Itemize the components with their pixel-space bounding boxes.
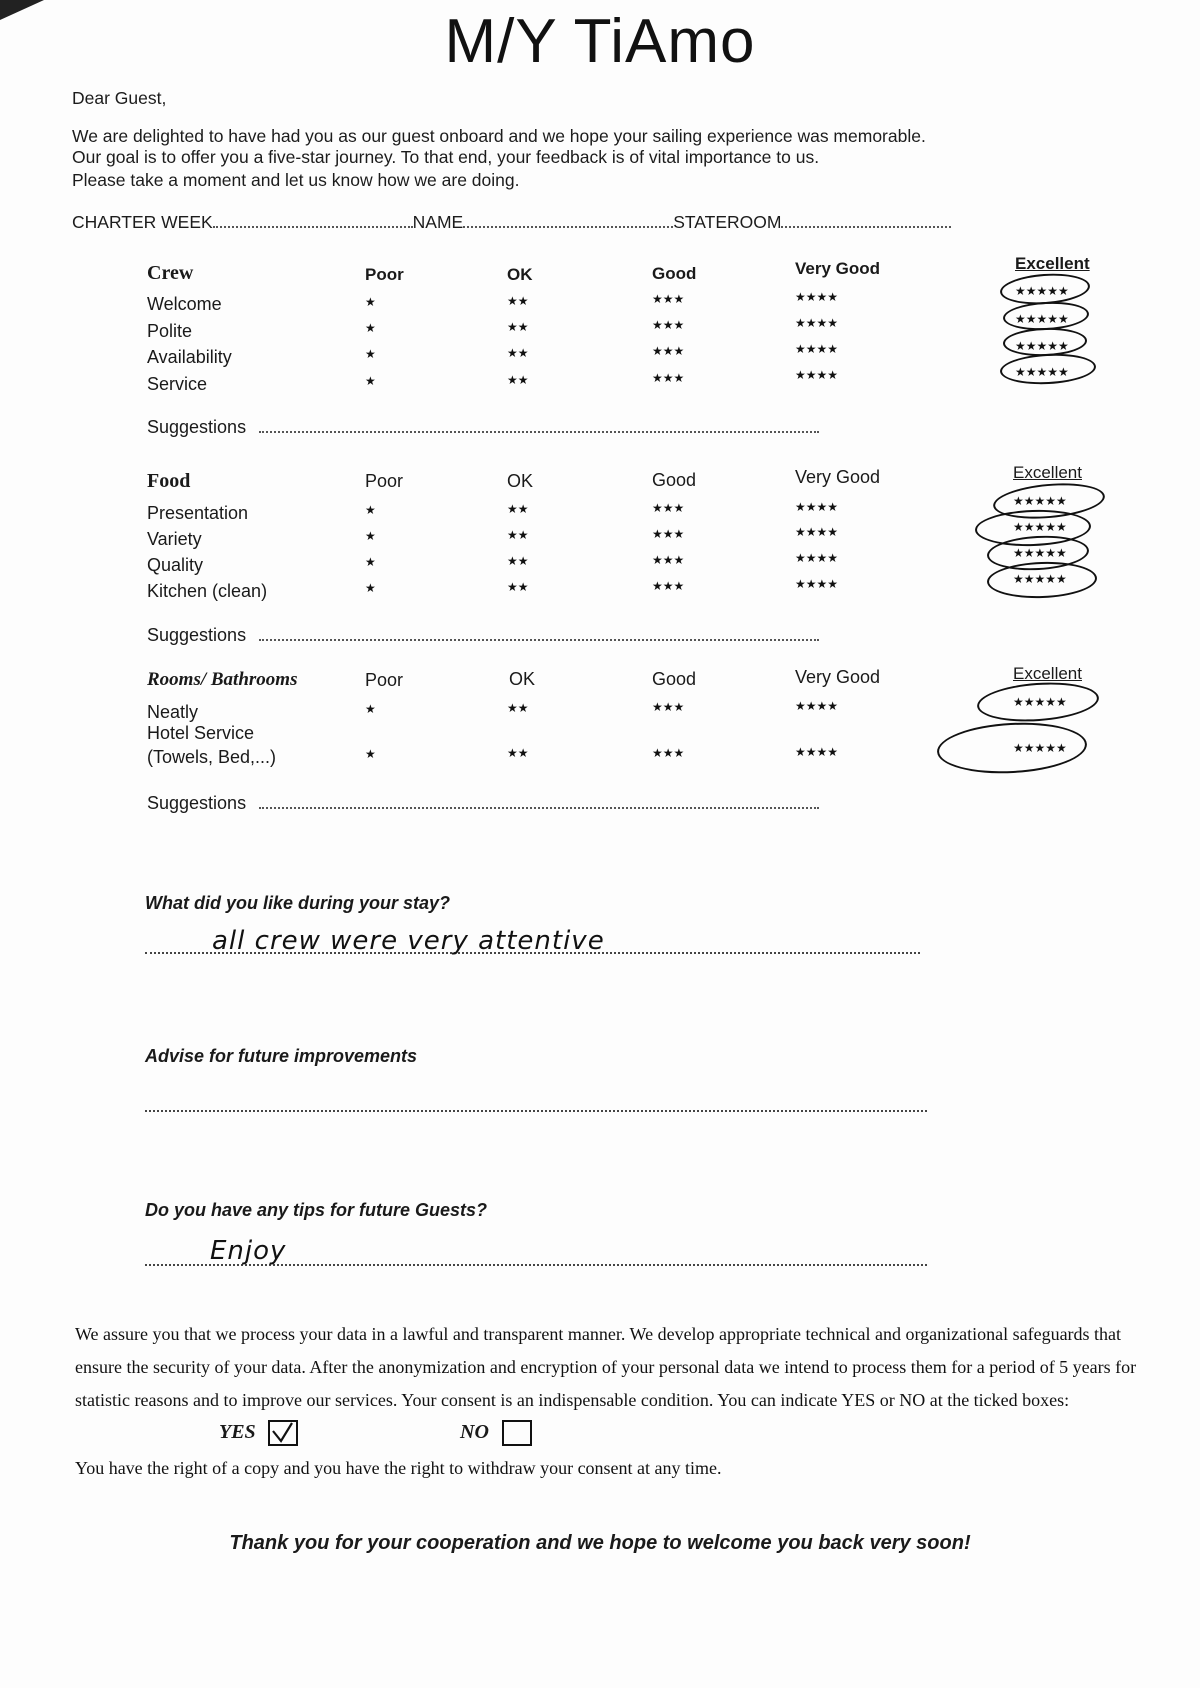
- star-poor[interactable]: ★: [365, 347, 376, 361]
- selection-ring: [936, 719, 1088, 777]
- star-good[interactable]: ★★★: [652, 292, 685, 306]
- suggestions-blank[interactable]: [259, 639, 819, 641]
- name-label: NAME: [412, 212, 464, 232]
- greeting: Dear Guest,: [72, 88, 167, 108]
- star-ok[interactable]: ★★: [507, 554, 529, 568]
- col-poor: Poor: [365, 471, 404, 491]
- star-poor[interactable]: ★: [365, 555, 376, 569]
- suggestions-rooms[interactable]: [147, 793, 819, 814]
- star-ok[interactable]: ★★: [507, 502, 529, 516]
- col-poor: Poor: [365, 265, 404, 284]
- star-very-good[interactable]: ★★★★: [795, 342, 839, 356]
- star-ok[interactable]: ★★: [507, 746, 529, 760]
- row-polite-label: Polite: [147, 321, 193, 341]
- star-good[interactable]: ★★★: [652, 579, 685, 593]
- star-very-good[interactable]: ★★★★: [795, 577, 839, 591]
- section-crew: [145, 254, 1115, 442]
- yes-label: YES: [219, 1421, 256, 1443]
- star-poor[interactable]: ★: [365, 702, 376, 716]
- star-excellent[interactable]: ★★★★★: [1015, 284, 1069, 298]
- star-excellent[interactable]: ★★★★★: [1013, 695, 1067, 709]
- col-good: Good: [652, 264, 697, 283]
- row-presentation-label: Presentation: [147, 503, 249, 523]
- star-good[interactable]: ★★★: [652, 501, 685, 515]
- suggestions-blank[interactable]: [259, 431, 819, 433]
- col-ok: OK: [507, 471, 534, 491]
- star-poor[interactable]: ★: [365, 581, 376, 595]
- star-poor[interactable]: ★: [365, 295, 376, 309]
- star-excellent[interactable]: ★★★★★: [1013, 546, 1067, 560]
- row-welcome-label: Welcome: [147, 294, 222, 314]
- star-very-good[interactable]: ★★★★: [795, 316, 839, 330]
- section-rooms: [145, 664, 1115, 819]
- suggestions-label: Suggestions: [147, 625, 247, 645]
- section-title: Crew: [147, 262, 194, 284]
- col-ok: OK: [507, 265, 533, 284]
- col-excellent: Excellent: [1013, 664, 1082, 683]
- col-excellent: Excellent: [1015, 254, 1090, 273]
- star-very-good[interactable]: ★★★★: [795, 551, 839, 565]
- star-very-good[interactable]: ★★★★: [795, 368, 839, 382]
- star-ok[interactable]: ★★: [507, 294, 529, 308]
- row-neatly-label: Neatly: [147, 702, 199, 722]
- yes-checkbox[interactable]: [268, 1420, 298, 1446]
- intro-line-2: Our goal is to offer you a five-star journey. To that end, your feedback is of vital importance to us.: [72, 147, 820, 167]
- check-mark-icon: [270, 1422, 296, 1444]
- star-excellent[interactable]: ★★★★★: [1013, 494, 1067, 508]
- no-checkbox[interactable]: [502, 1420, 532, 1446]
- star-good[interactable]: ★★★: [652, 527, 685, 541]
- star-very-good[interactable]: ★★★★: [795, 525, 839, 539]
- star-ok[interactable]: ★★: [507, 346, 529, 360]
- question-tips-answer: Enjoy: [210, 1236, 287, 1266]
- star-very-good[interactable]: ★★★★: [795, 500, 839, 514]
- stateroom-blank[interactable]: [781, 226, 951, 228]
- question-improvements-label: Advise for future improvements: [145, 1046, 418, 1066]
- star-very-good[interactable]: ★★★★: [795, 745, 839, 759]
- star-poor[interactable]: ★: [365, 747, 376, 761]
- star-very-good[interactable]: ★★★★: [795, 699, 839, 713]
- suggestions-label: Suggestions: [147, 417, 247, 437]
- star-excellent[interactable]: ★★★★★: [1015, 312, 1069, 326]
- question-liked-label: What did you like during your stay?: [145, 893, 451, 913]
- star-good[interactable]: ★★★: [652, 746, 685, 760]
- row-service-label: Service: [147, 374, 208, 394]
- star-excellent[interactable]: ★★★★★: [1015, 339, 1069, 353]
- section-title: Food: [147, 470, 191, 492]
- row-hotel-service-sublabel: (Towels, Bed,...): [147, 747, 277, 767]
- section-food: [145, 463, 1115, 650]
- name-blank[interactable]: [463, 226, 673, 228]
- consent-text: We assure you that we process your data in a lawful and transparent manner. We develop appropriate technical and organizational safeguards that ensure the security of your data. After the anonymization and encryption of your personal data we intend to process them for a period of 5 years for statistic reasons and to improve our services. Your consent is an indispensable condition. You can indicate YES or NO at the ticked boxes:: [75, 1324, 1137, 1410]
- row-hotel-service-label: Hotel Service: [147, 723, 255, 743]
- star-poor[interactable]: ★: [365, 503, 376, 517]
- star-ok[interactable]: ★★: [507, 580, 529, 594]
- col-very-good: Very Good: [795, 259, 881, 278]
- rights-text: You have the right of a copy and you have the right to withdraw your consent at any time.: [75, 1458, 722, 1478]
- no-label: NO: [460, 1421, 489, 1443]
- col-very-good: Very Good: [795, 667, 881, 687]
- star-poor[interactable]: ★: [365, 529, 376, 543]
- question-improvements-answer-line[interactable]: [145, 1088, 927, 1112]
- star-poor[interactable]: ★: [365, 321, 376, 335]
- intro-line-3: Please take a moment and let us know how we are doing.: [72, 170, 520, 190]
- closing-message: Thank you for your cooperation and we hope to welcome you back very soon!: [229, 1532, 971, 1554]
- star-excellent[interactable]: ★★★★★: [1015, 365, 1069, 379]
- suggestions-crew[interactable]: [147, 417, 819, 438]
- col-poor: Poor: [365, 670, 404, 690]
- row-kitchen-label: Kitchen (clean): [147, 581, 268, 601]
- star-ok[interactable]: ★★: [507, 320, 529, 334]
- question-liked-answer: all crew were very attentive: [212, 926, 605, 956]
- star-excellent[interactable]: ★★★★★: [1013, 741, 1067, 755]
- col-excellent: Excellent: [1013, 463, 1082, 482]
- col-good: Good: [652, 470, 697, 490]
- row-variety-label: Variety: [147, 529, 202, 549]
- star-good[interactable]: ★★★: [652, 371, 685, 385]
- section-title: Rooms/ Bathrooms: [147, 669, 298, 690]
- stateroom-label: STATEROOM: [673, 212, 782, 232]
- selection-ring: [976, 679, 1100, 725]
- suggestions-label: Suggestions: [147, 793, 247, 813]
- col-very-good: Very Good: [795, 467, 881, 487]
- form-title: M/Y TiAmo: [444, 7, 756, 76]
- question-tips-label: Do you have any tips for future Guests?: [145, 1200, 488, 1220]
- charter-week-blank[interactable]: [213, 226, 413, 228]
- star-poor[interactable]: ★: [365, 374, 376, 388]
- star-excellent[interactable]: ★★★★★: [1013, 572, 1067, 586]
- col-good: Good: [652, 669, 697, 689]
- row-quality-label: Quality: [147, 555, 204, 575]
- selection-ring: [999, 352, 1096, 387]
- star-ok[interactable]: ★★: [507, 373, 529, 387]
- selection-ring: [1003, 327, 1088, 358]
- star-excellent[interactable]: ★★★★★: [1013, 520, 1067, 534]
- col-ok: OK: [509, 669, 536, 689]
- star-good[interactable]: ★★★: [652, 318, 685, 332]
- suggestions-food[interactable]: [147, 625, 819, 646]
- star-good[interactable]: ★★★: [652, 553, 685, 567]
- suggestions-blank[interactable]: [259, 807, 819, 809]
- intro-line-1: We are delighted to have had you as our guest onboard and we hope your sailing experience was memorable.: [72, 126, 926, 146]
- row-availability-label: Availability: [147, 347, 232, 367]
- star-ok[interactable]: ★★: [507, 528, 529, 542]
- star-very-good[interactable]: ★★★★: [795, 290, 839, 304]
- star-good[interactable]: ★★★: [652, 344, 685, 358]
- star-ok[interactable]: ★★: [507, 701, 529, 715]
- charter-week-label: CHARTER WEEK: [72, 212, 213, 232]
- charter-week-field[interactable]: [72, 212, 951, 233]
- star-good[interactable]: ★★★: [652, 700, 685, 714]
